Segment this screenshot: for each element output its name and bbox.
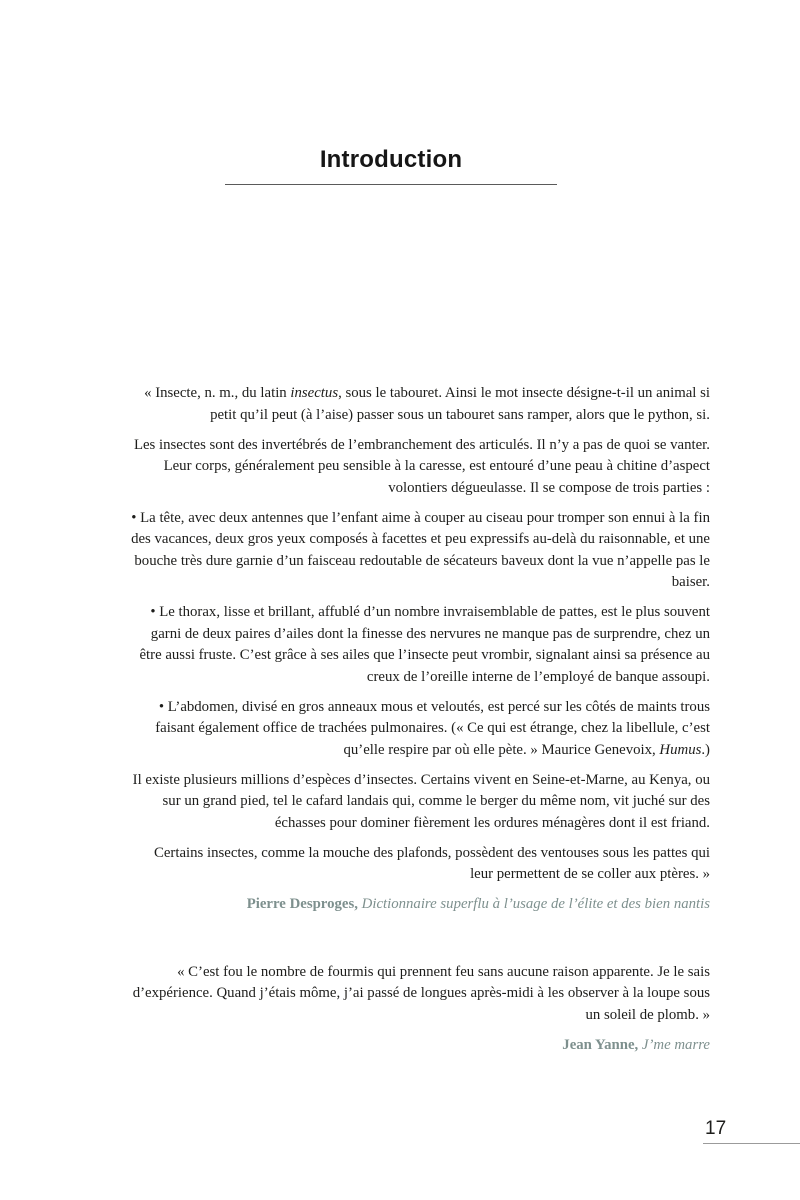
paragraph: • Le thorax, lisse et brillant, affublé d’un nombre invraisemblable de pattes, est le plus souvent garni de deux paires d’ailes dont la finesse des nervures ne manque pas de surprendre, chez un être aussi fruste. C’est grâce à ses ailes que l’insecte peut vrombir, signalant ainsi sa présence au creux de l’oreille interne de l’employé de banque assoupi. xyxy=(139,604,710,685)
paragraph: Certains insectes, comme la mouche des plafonds, possèdent des ventouses sous les pattes qui leur permettent de se coller aux ptères. » xyxy=(153,844,710,882)
paragraph: • La tête, avec deux antennes que l’enfant aime à couper au ciseau pour tromper son ennui à la fin des vacances, deux gros yeux composés à facettes et peu expressifs au-delà du raisonnable, et une bouche très dure garnie d’un faisceau redoutable de sécateurs baveux dont la vue n’appelle pas le baiser. xyxy=(131,509,710,590)
body-text xyxy=(130,383,710,1065)
folio xyxy=(703,1118,800,1144)
paragraph: • L’abdomen, divisé en gros anneaux mous et veloutés, est percé sur les côtés de maints trous faisant également office de trachées pulmonaires. (« Ce qui est étrange, chez la libellule, c’est qu’elle respire par où elle pète. » Maurice Genevoix, Humus.) xyxy=(155,698,710,758)
title-rule xyxy=(225,184,557,185)
title-block xyxy=(225,146,557,185)
footer-rule xyxy=(703,1143,800,1144)
paragraph: Les insectes sont des invertébrés de l’embranchement des articulés. Il n’y a pas de quoi se vanter. Leur corps, généralement peu sensible à la caresse, est entouré d’une peau à chitine d’aspect volontiers dégueulasse. Il se compose de trois parties : xyxy=(133,436,710,496)
attribution: Jean Yanne, J’me marre xyxy=(562,1036,710,1053)
paragraph: « Insecte, n. m., du latin insectus, sous le tabouret. Ainsi le mot insecte désigne-t-il un animal si petit qu’il peut (à l’aise) passer sous un tabouret sans ramper, alors que le python, si. xyxy=(144,385,710,423)
paragraph: « C’est fou le nombre de fourmis qui prennent feu sans aucune raison apparente. Je le sais d’expérience. Quand j’étais môme, j’ai passé de longues après-midi à les observer à la loupe sous un soleil de plomb. » xyxy=(132,963,710,1023)
paragraph: Il existe plusieurs millions d’espèces d’insectes. Certains vivent en Seine-et-Marne, au Kenya, ou sur un grand pied, tel le cafard landais qui, comme le berger du même nom, vit juché sur des échasses pour dominer fièrement les ordures ménagères dont il est friand. xyxy=(132,771,710,831)
page-title: Introduction xyxy=(319,146,463,173)
page-number: 17 xyxy=(705,1118,727,1139)
attribution: Pierre Desproges, Dictionnaire superflu à l’usage de l’élite et des bien nantis xyxy=(246,896,710,912)
